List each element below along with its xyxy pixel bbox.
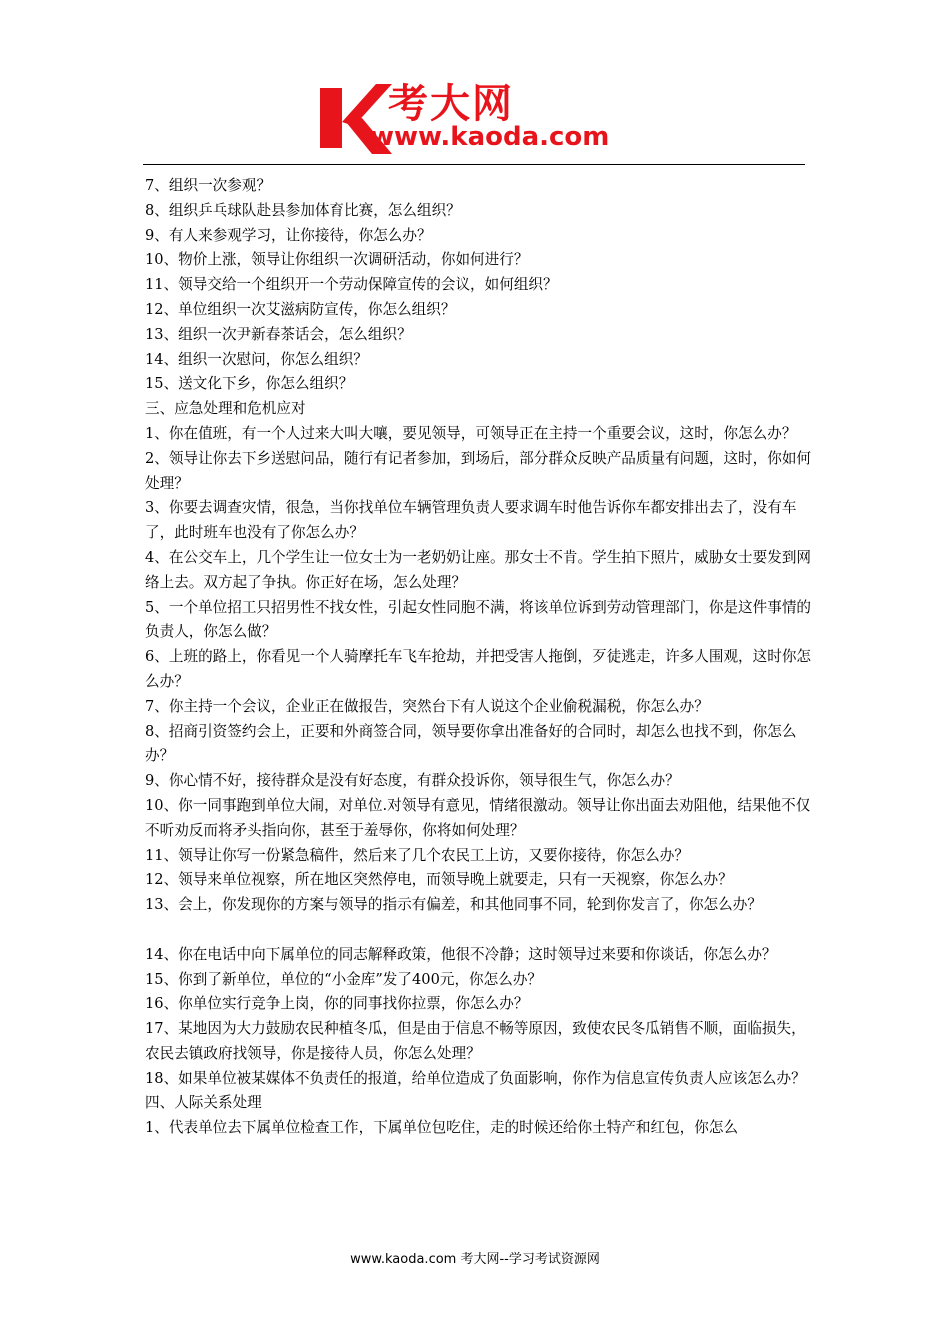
paragraph: 11、领导交给一个组织开一个劳动保障宣传的会议，如何组织？: [145, 276, 558, 294]
kaoda-logo[interactable]: [316, 78, 646, 160]
paragraph: 7、你主持一个会议，企业正在做报告，突然台下有人说这个企业偷税漏税，你怎么办？: [145, 697, 709, 715]
paragraph: 16、你单位实行竞争上岗，你的同事找你拉票，你怎么办？: [145, 995, 529, 1013]
paragraph: 12、领导来单位视察，所在地区突然停电，而领导晚上就要走，只有一天视察，你怎么办？: [145, 871, 733, 889]
logo-url: www.kaoda.com: [370, 122, 610, 152]
paragraph: 7、组织一次参观？: [145, 177, 272, 194]
paragraph: 15、送文化下乡，你怎么组织？: [145, 375, 354, 393]
paragraph: 四、人际关系处理: [145, 1094, 262, 1112]
paragraph: 1、你在值班，有一个人过来大叫大嚷，要见领导，可领导正在主持一个重要会议，这时，你怎么办？: [145, 424, 797, 442]
page-header: [0, 0, 950, 168]
document-body: [145, 174, 817, 1141]
paragraph: 10、你一同事跑到单位大闹，对单位.对领导有意见，情绪很激动。领导让你出面去劝阻他，结果他不仅不听劝反而将矛头指向你，甚至于羞辱你，你将如何处理？: [145, 796, 811, 839]
paragraph: 8、招商引资签约会上，正要和外商签合同，领导要你拿出准备好的合同时，却怎么也找不到，你怎么办？: [145, 722, 797, 765]
paragraph: 10、物价上涨，领导让你组织一次调研活动，你如何进行？: [145, 251, 529, 269]
paragraph: 13、会上，你发现你的方案与领导的指示有偏差，和其他同事不同，轮到你发言了，你怎么办？: [145, 896, 762, 914]
header-divider: [143, 164, 805, 165]
paragraph: 15、你到了新单位，单位的“小金库”发了400元，你怎么办？: [145, 970, 543, 988]
paragraph: 3、你要去调查灾情，很急，当你找单位车辆管理负责人要求调车时他告诉你车都安排出去了，没有车了，此时班车也没有了你怎么办？: [145, 499, 797, 542]
paragraph: 2、领导让你去下乡送慰问品，随行有记者参加，到场后，部分群众反映产品质量有问题，这时，你如何处理？: [145, 449, 812, 492]
paragraph: 6、上班的路上，你看见一个人骑摩托车飞车抢劫，并把受害人拖倒，歹徒逃走，许多人围观，这时你怎么办？: [145, 648, 812, 690]
paragraph: 8、组织乒乓球队赴县参加体育比赛，怎么组织？: [145, 201, 461, 219]
paragraph: 4、在公交车上，几个学生让一位女士为一老奶奶让座。那女士不肯。学生拍下照片，威胁女士要发到网络上去。双方起了争执。你正好在场，怎么处理？: [145, 548, 812, 591]
paragraph: 18、如果单位被某媒体不负责任的报道，给单位造成了负面影响，你作为信息宣传负责人应该怎么办？: [145, 1069, 806, 1087]
logo-chinese-name: 考大网: [388, 81, 514, 127]
page-footer: www.kaoda.com 考大网--学习考试资源网: [350, 1252, 600, 1267]
paragraph: 9、你心情不好，接待群众是没有好态度，有群众投诉你，领导很生气，你怎么办？: [145, 772, 680, 790]
paragraph: 11、领导让你写一份紧急稿件，然后来了几个农民工上访，又要你接待，你怎么办？: [145, 846, 689, 864]
paragraph: 1、代表单位去下属单位检查工作，下属单位包吃住，走的时候还给你土特产和红包，你怎么: [145, 1119, 739, 1137]
blank-line: [145, 918, 817, 943]
paragraph: 三、应急处理和危机应对: [145, 400, 306, 418]
paragraph: 17、某地因为大力鼓励农民种植冬瓜，但是由于信息不畅等原因，致使农民冬瓜销售不顺，面临损失，农民去镇政府找领导，你是接待人员，你怎么处理？: [145, 1020, 806, 1062]
paragraph: 14、组织一次慰问，你怎么组织？: [145, 350, 368, 368]
paragraph: 13、组织一次尹新春茶话会，怎么组织？: [145, 325, 412, 343]
paragraph: 14、你在电话中向下属单位的同志解释政策，他很不冷静；这时领导过来要和你谈话，你怎么办？: [145, 945, 777, 963]
paragraph: 5、一个单位招工只招男性不找女性，引起女性同胞不满，将该单位诉到劳动管理部门，你是这件事情的负责人，你怎么做？: [145, 598, 812, 641]
paragraph: 12、单位组织一次艾滋病防宣传，你怎么组织？: [145, 300, 456, 318]
paragraph: 9、有人来参观学习，让你接待，你怎么办？: [145, 226, 432, 244]
